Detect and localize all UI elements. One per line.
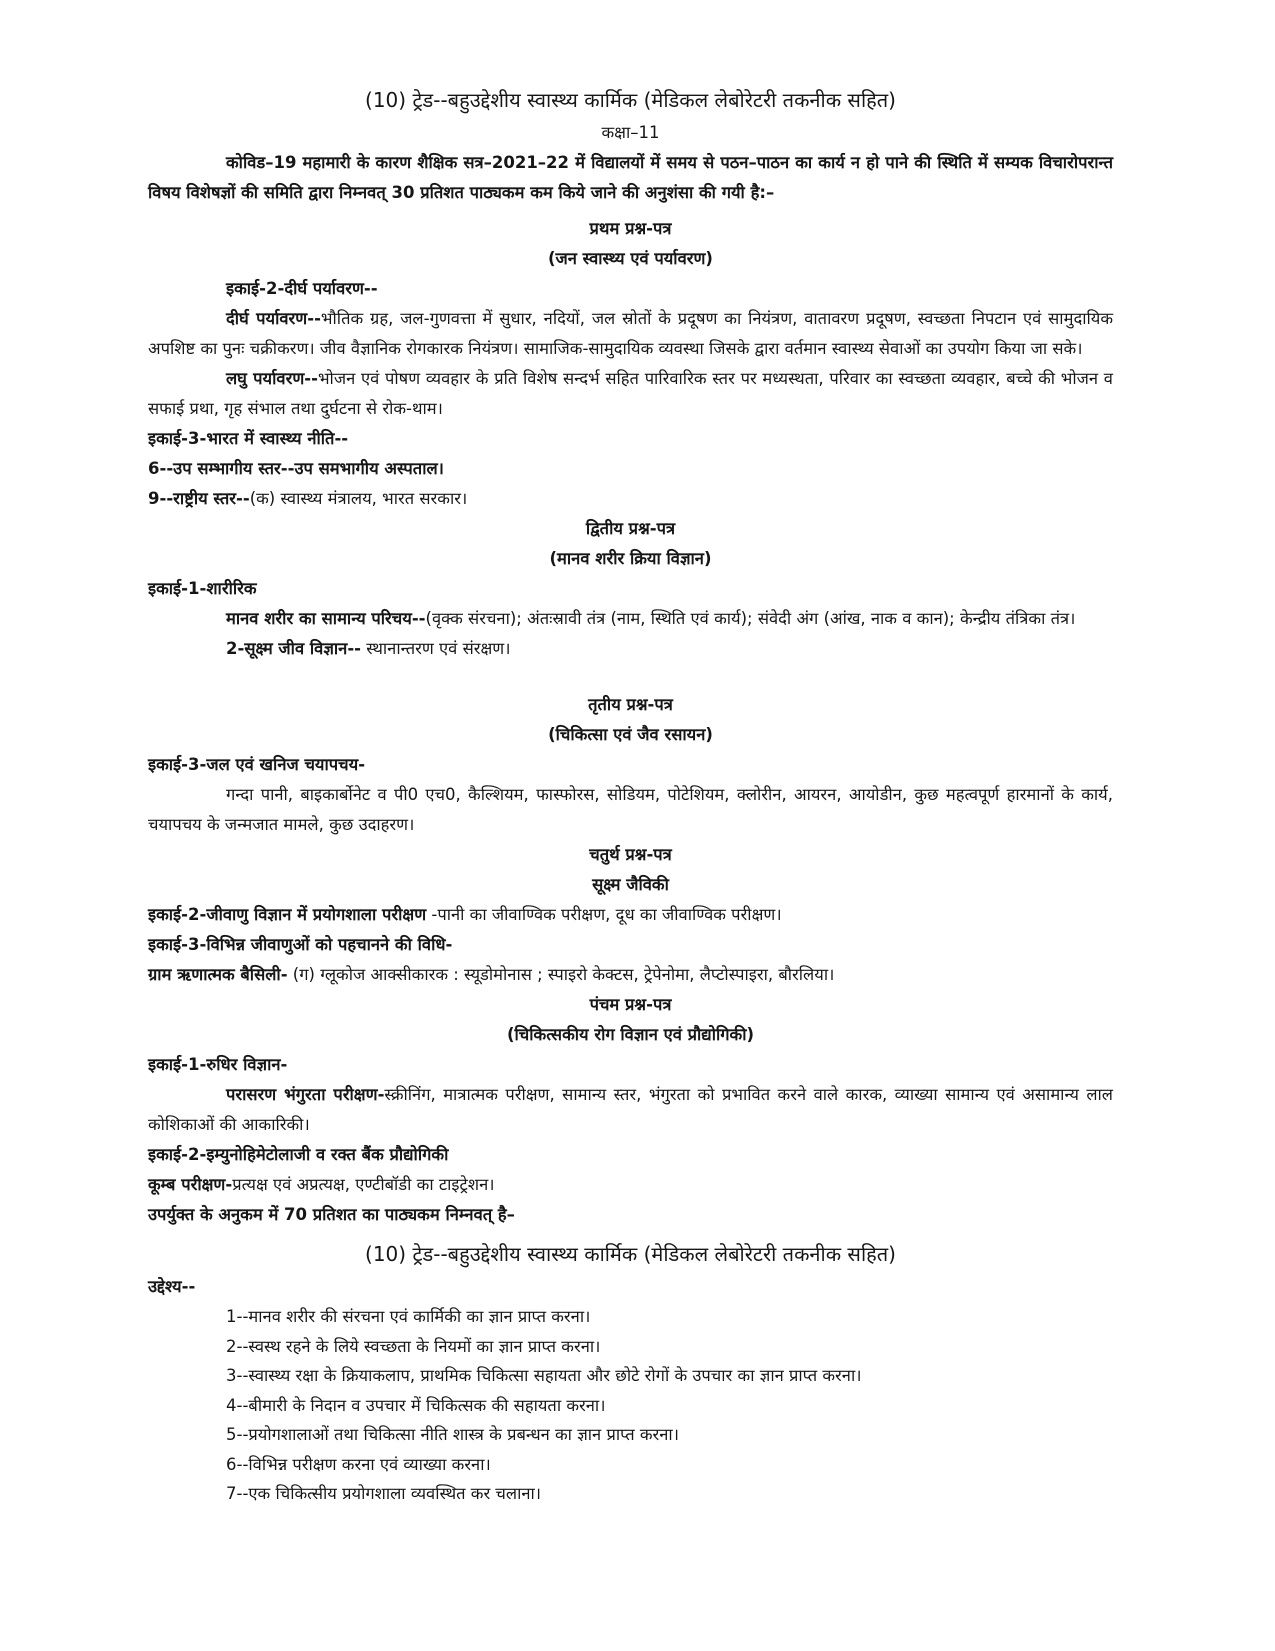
paper1-line9 bbox=[148, 484, 1113, 514]
paper1-line6: 6--उप सम्भागीय स्तर--उप समभागीय अस्पताल। bbox=[148, 459, 444, 478]
paper5-subtitle: (चिकित्सकीय रोग विज्ञान एवं प्रौद्योगिकी) bbox=[506, 1025, 755, 1044]
list-item: 6--विभिन्न परीक्षण करना एवं व्याख्या करना। bbox=[226, 1454, 491, 1474]
class-label: कक्षा–11 bbox=[601, 123, 660, 142]
document-page bbox=[148, 82, 1113, 1509]
paper4-unit2-label: इकाई-2-जीवाणु विज्ञान में प्रयोगशाला परीक्षण bbox=[148, 905, 427, 924]
paper4-gram-line bbox=[148, 960, 1113, 990]
paper4-gram-label: ग्राम ऋणात्मक बैसिली- bbox=[148, 965, 288, 984]
paper1-macro-text: भौतिक ग्रह, जल-गुणवत्ता में सुधार, नदियों, जल स्रोतों के प्रदूषण का नियंत्रण, वातावरण प्रदूषण, स्वच्छता निपटान एवं सामुदायिक अपशिष्ट का पुनः चक्रीकरण। जीव वैज्ञानिक रोगकारक नियंत्रण। सामाजिक-सामुदायिक व्यवस्था जिसके द्वारा वर्तमान स्वास्थ्य सेवाओं का उपयोग किया जा सके। bbox=[148, 309, 1114, 358]
paper4-unit3-title: इकाई-3-विभिन्न जीवाणुओं को पहचानने की विधि- bbox=[148, 935, 453, 954]
paper5-osmotic-paragraph bbox=[148, 1080, 1113, 1140]
list-item: 7--एक चिकित्सीय प्रयोगशाला व्यवस्थित कर चलाना। bbox=[226, 1484, 542, 1503]
paper5-heading: पंचम प्रश्न-पत्र bbox=[589, 995, 672, 1014]
paper5-coombs-line bbox=[148, 1170, 1113, 1200]
remaining-syllabus-note: उपर्युक्त के अनुकम में 70 प्रतिशत का पाठ्यकम निम्नवत् है– bbox=[148, 1205, 515, 1224]
paper2-micro-line bbox=[148, 634, 1113, 664]
paper1-heading: प्रथम प्रश्न-पत्र bbox=[589, 219, 672, 238]
paper5-unit2-title: इकाई-2-इम्युनोहिमेटोलाजी व रक्त बैंक प्रौद्योगिकी bbox=[148, 1145, 449, 1164]
paper1-unit3-title: इकाई-3-भारत में स्वास्थ्य नीति-- bbox=[148, 429, 349, 448]
paper1-line9-label: 9--राष्ट्रीय स्तर-- bbox=[148, 489, 250, 508]
objectives-list bbox=[148, 1302, 1113, 1509]
list-item: 2--स्वस्थ रहने के लिये स्वच्छता के नियमों का ज्ञान प्राप्त करना। bbox=[226, 1336, 601, 1356]
list-item: 5--प्रयोगशालाओं तथा चिकित्सा नीति शास्त्र के प्रबन्धन का ज्ञान प्राप्त करना। bbox=[226, 1425, 679, 1444]
paper5-unit1-title: इकाई-1-रुधिर विज्ञान- bbox=[148, 1055, 288, 1074]
paper1-subtitle: (जन स्वास्थ्य एवं पर्यावरण) bbox=[548, 249, 713, 268]
paper5-coombs-text: प्रत्यक्ष एवं अप्रत्यक्ष, एण्टीबॉडी का टाइट्रेशन। bbox=[232, 1175, 495, 1194]
paper2-heading: द्वितीय प्रश्न-पत्र bbox=[585, 519, 676, 538]
paper5-coombs-label: कूम्ब परीक्षण- bbox=[148, 1175, 233, 1194]
paper2-subtitle: (मानव शरीर क्रिया विज्ञान) bbox=[549, 549, 712, 568]
paper1-micro-text: भोजन एवं पोषण व्यवहार के प्रति विशेष सन्दर्भ सहित पारिवारिक स्तर पर मध्यस्थता, परिवार का स्वच्छता व्यवहार, बच्चे की भोजन व सफाई प्रथा, गृह संभाल तथा दुर्घटना से रोक-थाम। bbox=[148, 369, 1113, 418]
paper1-line9-text: (क) स्वास्थ्य मंत्रालय, भारत सरकार। bbox=[249, 489, 468, 508]
paper1-macro-label: दीर्घ पर्यावरण-- bbox=[226, 309, 321, 328]
paper3-heading: तृतीय प्रश्न-पत्र bbox=[588, 695, 673, 714]
paper1-macro-paragraph bbox=[148, 304, 1113, 364]
paper5-osmotic-text: स्क्रीनिंग, मात्रात्मक परीक्षण, सामान्य स्तर, भंगुरता को प्रभावित करने वाले कारक, व्याख्या सामान्य एवं असामान्य लाल कोशिकाओं की आकारिकी। bbox=[148, 1085, 1113, 1134]
paper1-unit2-title: इकाई-2-दीर्घ पर्यावरण-- bbox=[226, 279, 378, 298]
paper2-intro-paragraph bbox=[148, 604, 1113, 634]
intro-paragraph: कोविड–19 महामारी के कारण शैक्षिक सत्र–2021–22 में विद्यालयों में समय से पठन–पाठन का कार्य न हो पाने की स्थिति में सम्यक विचारोपरान्त विषय विशेषज्ञों की समिति द्वारा निम्नवत् 30 प्रतिशत पाठ्यकम कम किये जाने की अनुशंसा की गयी है:– bbox=[148, 153, 1113, 202]
list-item: 4--बीमारी के निदान व उपचार में चिकित्सक की सहायता करना। bbox=[226, 1395, 606, 1415]
paper1-micro-label: लघु पर्यावरण-- bbox=[226, 369, 318, 388]
paper3-unit3-title: इकाई-3-जल एवं खनिज चयापचय- bbox=[148, 755, 366, 774]
paper3-text: गन्दा पानी, बाइकार्बोनेट व पी0 एच0, कैल्शियम, फास्फोरस, सोडियम, पोटेशियम, क्लोरीन, आयरन, आयोडीन, कुछ महत्वपूर्ण हारमानों के कार्य, चयापचय के जन्मजात मामले, कुछ उदाहरण। bbox=[148, 785, 1113, 834]
paper2-unit1-title: इकाई-1-शारीरिक bbox=[148, 579, 257, 598]
document-title-second: (10) ट्रेड--बहुउद्देशीय स्वास्थ्य कार्मिक (मेडिकल लेबोरेटरी तकनीक सहित) bbox=[365, 1242, 896, 1266]
paper4-unit2-line bbox=[148, 900, 1113, 930]
paper2-micro-text: स्थानान्तरण एवं संरक्षण। bbox=[361, 639, 511, 658]
paper4-heading: चतुर्थ प्रश्न-पत्र bbox=[589, 845, 672, 864]
paper4-subtitle: सूक्ष्म जैविकी bbox=[592, 875, 669, 894]
paper5-osmotic-label: परासरण भंगुरता परीक्षण- bbox=[226, 1085, 385, 1104]
paper4-unit2-text: -पानी का जीवाण्विक परीक्षण, दूध का जीवाण्विक परीक्षण। bbox=[426, 905, 782, 924]
paper2-intro-label: मानव शरीर का सामान्य परिचय-- bbox=[226, 609, 426, 628]
objectives-title: उद्देश्य-- bbox=[148, 1277, 196, 1296]
paper4-gram-text: (ग) ग्लूकोज आक्सीकारक : स्यूडोमोनास ; स्पाइरो केक्टस, ट्रेपेनोमा, लैप्टोस्पाइरा, बौरलिया। bbox=[287, 965, 835, 984]
paper3-subtitle: (चिकित्सा एवं जैव रसायन) bbox=[548, 725, 713, 744]
paper2-micro-label: 2-सूक्ष्म जीव विज्ञान-- bbox=[226, 639, 362, 658]
paper2-intro-text: (वृक्क संरचना); अंतःस्रावी तंत्र (नाम, स्थिति एवं कार्य); संवेदी अंग (आंख, नाक व कान); केन्द्रीय तंत्रिका तंत्र। bbox=[425, 609, 1076, 628]
paper1-micro-paragraph bbox=[148, 364, 1113, 424]
document-title: (10) ट्रेड--बहुउद्देशीय स्वास्थ्य कार्मिक (मेडिकल लेबोरेटरी तकनीक सहित) bbox=[365, 88, 896, 112]
list-item: 3--स्वास्थ्य रक्षा के क्रियाकलाप, प्राथमिक चिकित्सा सहायता और छोटे रोगों के उपचार का ज्ञान प्राप्त करना। bbox=[226, 1366, 862, 1385]
list-item: 1--मानव शरीर की संरचना एवं कार्मिकी का ज्ञान प्राप्त करना। bbox=[226, 1307, 591, 1326]
